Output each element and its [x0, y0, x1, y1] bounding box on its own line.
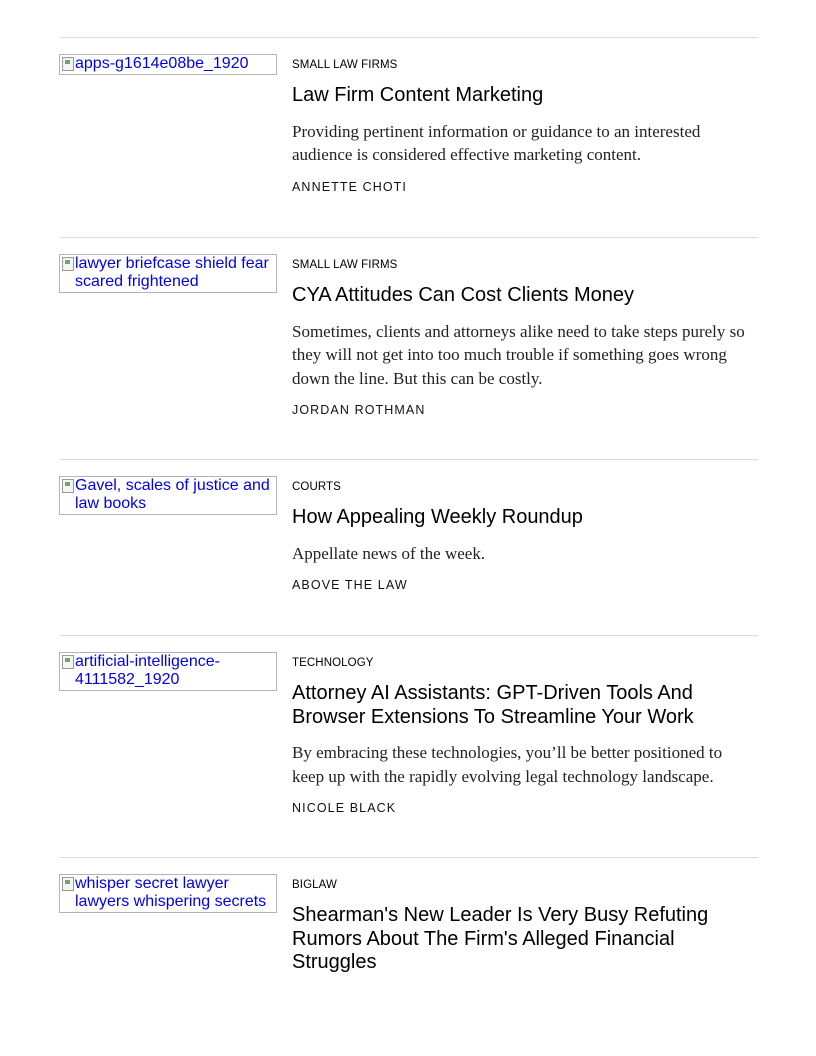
- thumbnail-alt-text: whisper secret lawyer lawyers whispering secrets: [75, 875, 267, 910]
- article-body: [292, 54, 758, 237]
- article-excerpt: Providing pertinent information or guidance to an interested audience is considered effective marketing content.: [292, 121, 701, 164]
- article-body: [292, 476, 758, 635]
- article-card: [59, 37, 758, 237]
- article-card: [59, 459, 758, 635]
- article-thumbnail-link[interactable]: [59, 476, 277, 515]
- article-card: [59, 237, 758, 459]
- thumbnail-alt-text: apps-g1614e08be_1920: [75, 55, 249, 72]
- article-author-link[interactable]: ABOVE THE LAW: [292, 578, 408, 592]
- article-title-link[interactable]: CYA Attitudes Can Cost Clients Money: [292, 284, 635, 306]
- article-body: [292, 254, 758, 459]
- article-author-link[interactable]: JORDAN ROTHMAN: [292, 403, 426, 417]
- article-title-link[interactable]: Shearman's New Leader Is Very Busy Refuting Rumors About The Firm's Alleged Financial Struggles: [292, 904, 709, 973]
- article-category-link[interactable]: SMALL LAW FIRMS: [292, 259, 398, 271]
- article-thumbnail-link[interactable]: [59, 874, 277, 913]
- article-body: [292, 874, 758, 1007]
- article-title-link[interactable]: Law Firm Content Marketing: [292, 84, 544, 106]
- article-card: [59, 635, 758, 857]
- article-author-link[interactable]: ANNETTE CHOTI: [292, 179, 407, 194]
- article-title-link[interactable]: Attorney AI Assistants: GPT-Driven Tools And Browser Extensions To Streamline Your Work: [292, 682, 694, 728]
- broken-image-icon: [61, 56, 75, 72]
- article-title-link[interactable]: How Appealing Weekly Roundup: [292, 506, 583, 528]
- thumbnail-alt-text: artificial-intelligence-4111582_1920: [75, 653, 220, 688]
- article-category-link[interactable]: TECHNOLOGY: [292, 657, 374, 669]
- article-author-link[interactable]: NICOLE BLACK: [292, 801, 397, 815]
- article-category-link[interactable]: SMALL LAW FIRMS: [292, 59, 398, 71]
- thumbnail-alt-text: lawyer briefcase shield fear scared frightened: [75, 255, 269, 290]
- article-excerpt: Appellate news of the week.: [292, 543, 486, 563]
- broken-image-icon: [61, 654, 75, 670]
- broken-image-icon: [61, 876, 75, 892]
- article-body: [292, 652, 758, 857]
- broken-image-icon: [61, 478, 75, 494]
- article-thumbnail-link[interactable]: [59, 652, 277, 691]
- article-card: [59, 857, 758, 1007]
- article-excerpt: Sometimes, clients and attorneys alike need to take steps purely so they will not get into too much trouble if something goes wrong down the line. But this can be costly.: [292, 321, 745, 388]
- article-category-link[interactable]: BIGLAW: [292, 879, 337, 891]
- article-category-link[interactable]: COURTS: [292, 481, 341, 493]
- broken-image-icon: [61, 256, 75, 272]
- article-excerpt: By embracing these technologies, you’ll be better positioned to keep up with the rapidly evolving legal technology landscape.: [292, 743, 723, 786]
- article-thumbnail-link[interactable]: [59, 54, 277, 75]
- article-thumbnail-link[interactable]: [59, 254, 277, 293]
- article-feed: [59, 37, 758, 1007]
- thumbnail-alt-text: Gavel, scales of justice and law books: [75, 477, 270, 512]
